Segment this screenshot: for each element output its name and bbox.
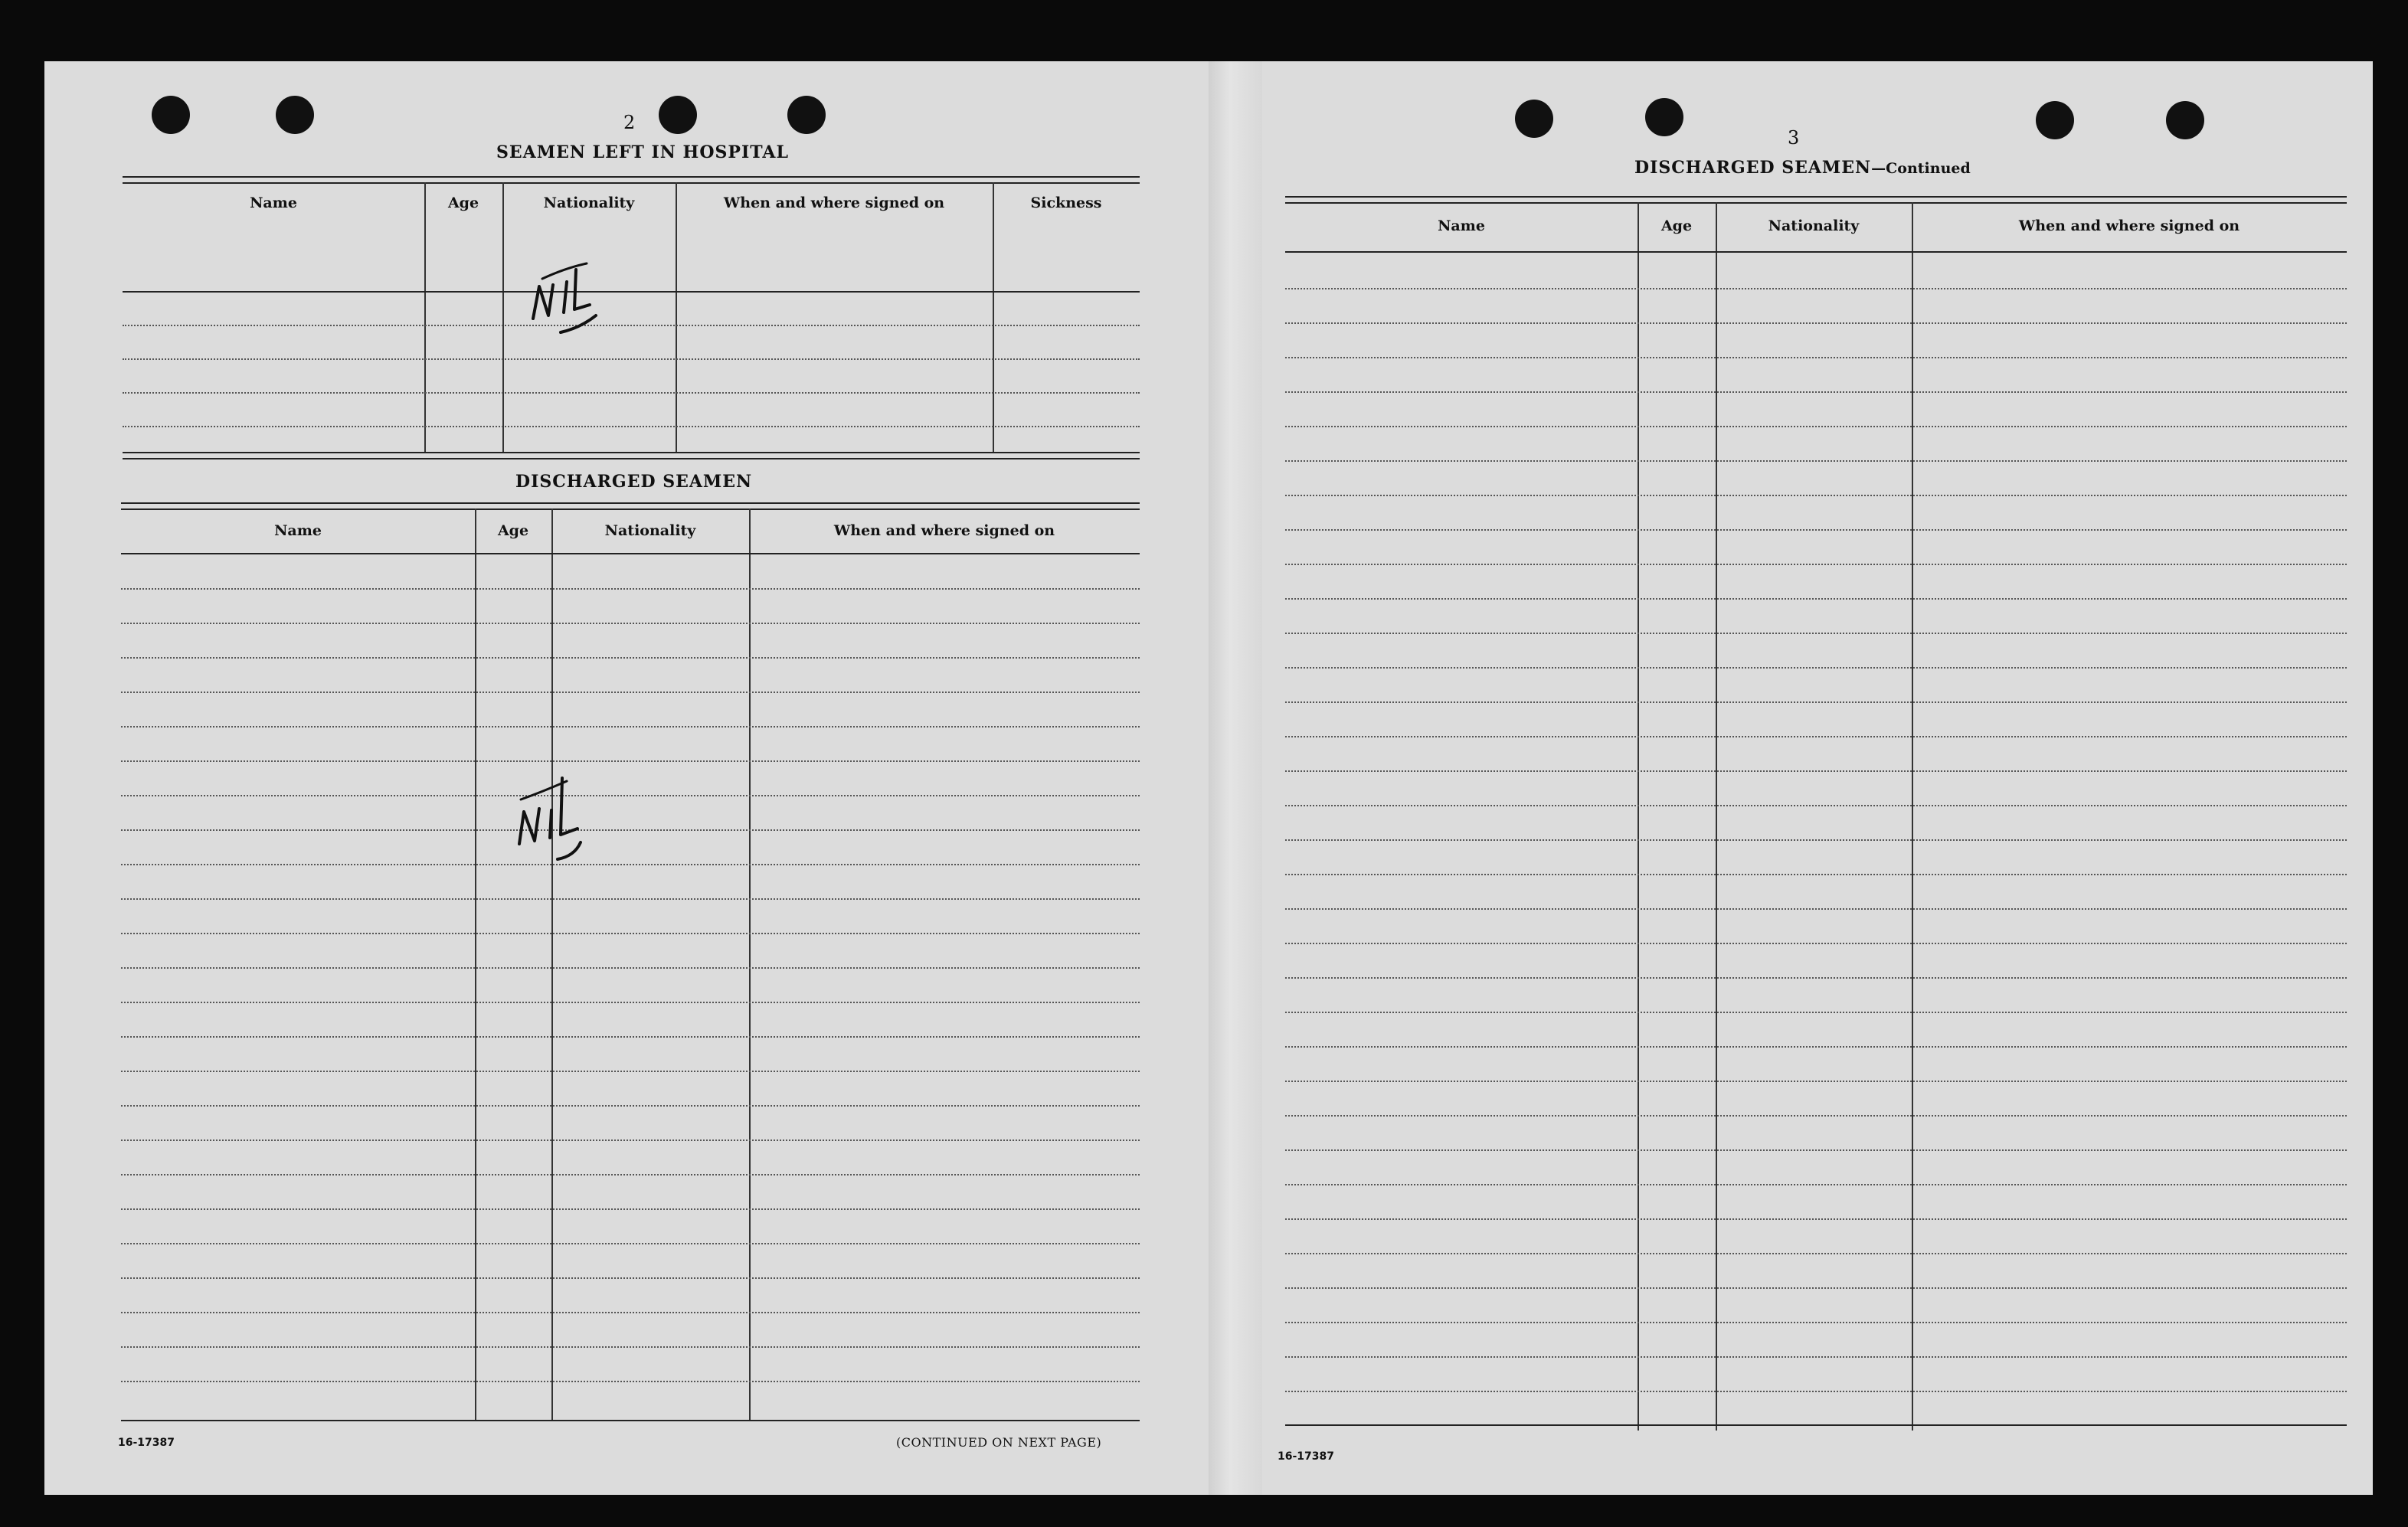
form-number: 16-17387	[118, 1437, 175, 1449]
punch-hole	[1515, 100, 1553, 138]
entry-line	[123, 325, 1140, 326]
column-header-signed-on: When and where signed on	[723, 195, 945, 211]
column-header-name: Name	[1438, 217, 1485, 234]
entry-line	[1285, 1287, 2347, 1289]
entry-line	[121, 1243, 1140, 1244]
column-header-sickness: Sickness	[1030, 195, 1102, 211]
punch-hole	[2166, 101, 2204, 139]
entry-line	[121, 967, 1140, 969]
entry-line	[1285, 1149, 2347, 1151]
entry-line	[121, 1140, 1140, 1141]
page-number: 2	[623, 112, 636, 133]
entry-line	[121, 864, 1140, 865]
entry-line	[1285, 1012, 2347, 1013]
entry-line	[1285, 908, 2347, 910]
entry-line	[121, 1381, 1140, 1382]
entry-line	[121, 1002, 1140, 1003]
entry-line	[1285, 391, 2347, 393]
header-rule	[123, 291, 1140, 293]
entry-line	[1285, 1046, 2347, 1048]
entry-line	[121, 1208, 1140, 1210]
column-divider	[502, 182, 504, 452]
column-divider	[1912, 202, 1913, 1431]
entry-line	[1285, 839, 2347, 841]
column-divider	[475, 508, 476, 1420]
column-header-age: Age	[1660, 217, 1693, 234]
header-rule	[1285, 251, 2347, 253]
column-divider	[551, 508, 553, 1420]
continued-note: (CONTINUED ON NEXT PAGE)	[896, 1435, 1102, 1450]
punch-hole	[659, 96, 697, 134]
entry-line	[121, 1277, 1140, 1279]
hospital-section-title: SEAMEN LEFT IN HOSPITAL	[496, 142, 789, 162]
column-header-age: Age	[447, 195, 479, 211]
title-suffix: —Continued	[1871, 160, 1971, 177]
entry-line	[1285, 805, 2347, 806]
page-number: 3	[1788, 127, 1800, 149]
table-top-rule	[123, 176, 1140, 184]
discharged-continued-table	[1285, 196, 2347, 1437]
entry-line	[121, 760, 1140, 762]
entry-line	[1285, 667, 2347, 669]
header-rule	[121, 553, 1140, 554]
entry-line	[1285, 564, 2347, 565]
column-divider	[1716, 202, 1717, 1431]
handwritten-nil-mark	[504, 758, 596, 865]
entry-line	[121, 1174, 1140, 1175]
entry-line	[1285, 529, 2347, 531]
table-bottom-rule	[123, 452, 1140, 459]
entry-line	[1285, 1391, 2347, 1392]
entry-line	[123, 426, 1140, 427]
column-header-name: Name	[250, 195, 297, 211]
column-divider	[1638, 202, 1639, 1431]
entry-line	[1285, 977, 2347, 979]
hospital-table	[123, 176, 1140, 521]
entry-line	[121, 692, 1140, 693]
entry-line	[121, 829, 1140, 831]
discharged-continued-title	[1634, 158, 1971, 178]
entry-line	[1285, 1322, 2347, 1323]
discharged-section-title: DISCHARGED SEAMEN	[515, 472, 753, 492]
entry-line	[1285, 598, 2347, 600]
column-header-signed-on: When and where signed on	[2018, 217, 2240, 234]
column-header-age: Age	[497, 522, 529, 539]
entry-line	[1285, 1184, 2347, 1185]
entry-line	[123, 358, 1140, 360]
punch-hole	[276, 96, 314, 134]
entry-line	[1285, 426, 2347, 427]
column-divider	[749, 508, 751, 1420]
binding-gutter	[1209, 61, 1262, 1495]
entry-line	[1285, 1081, 2347, 1082]
punch-hole	[787, 96, 826, 134]
entry-line	[1285, 322, 2347, 324]
punch-hole	[2036, 101, 2074, 139]
table-bottom-rule	[121, 1420, 1140, 1421]
entry-line	[1285, 736, 2347, 737]
entry-line	[1285, 495, 2347, 496]
entry-line	[1285, 288, 2347, 289]
entry-line	[1285, 874, 2347, 875]
table-top-rule	[121, 502, 1140, 510]
entry-line	[121, 1346, 1140, 1348]
entry-line	[121, 1071, 1140, 1072]
entry-line	[1285, 943, 2347, 944]
ledger-spread	[44, 61, 2373, 1495]
entry-line	[121, 588, 1140, 590]
entry-line	[1285, 633, 2347, 634]
column-header-nationality: Nationality	[604, 522, 696, 539]
entry-line	[1285, 1356, 2347, 1358]
punch-hole	[152, 96, 190, 134]
entry-line	[121, 898, 1140, 900]
punch-hole	[1645, 98, 1683, 136]
entry-line	[121, 623, 1140, 624]
entry-line	[121, 1105, 1140, 1107]
entry-line	[121, 1036, 1140, 1038]
column-header-name: Name	[274, 522, 322, 539]
column-header-nationality: Nationality	[543, 195, 635, 211]
entry-line	[123, 392, 1140, 394]
entry-line	[1285, 1115, 2347, 1117]
entry-line	[1285, 460, 2347, 462]
entry-line	[121, 1312, 1140, 1313]
form-number: 16-17387	[1278, 1450, 1334, 1463]
column-divider	[993, 182, 994, 452]
entry-line	[1285, 357, 2347, 358]
entry-line	[121, 795, 1140, 796]
entry-line	[121, 933, 1140, 934]
column-divider	[424, 182, 426, 452]
column-header-nationality: Nationality	[1768, 217, 1860, 234]
entry-line	[1285, 701, 2347, 703]
table-bottom-rule	[1285, 1424, 2347, 1426]
entry-line	[121, 726, 1140, 728]
title-main: DISCHARGED SEAMEN	[1634, 158, 1872, 178]
handwritten-nil-mark	[519, 251, 611, 343]
entry-line	[121, 657, 1140, 659]
entry-line	[1285, 770, 2347, 772]
discharged-table	[121, 502, 1140, 1437]
entry-line	[1285, 1218, 2347, 1220]
column-header-signed-on: When and where signed on	[833, 522, 1055, 539]
column-divider	[676, 182, 677, 452]
entry-line	[1285, 1253, 2347, 1254]
table-top-rule	[1285, 196, 2347, 204]
